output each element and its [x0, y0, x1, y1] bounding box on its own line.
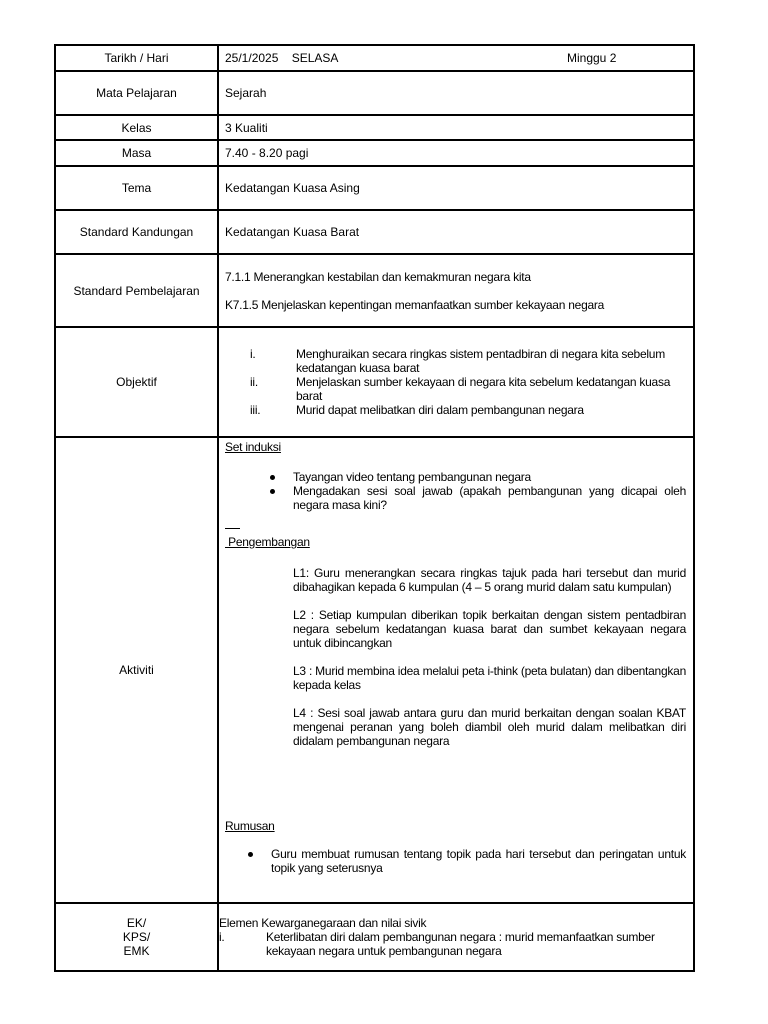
ek-label-cell	[55, 903, 218, 971]
activity-cell	[218, 437, 694, 903]
induction-list	[225, 470, 686, 512]
ek-cell	[218, 903, 694, 971]
row-date	[55, 45, 694, 71]
ek-number: i.	[219, 930, 225, 944]
development-heading: Pengembangan	[225, 535, 310, 549]
row-subject	[55, 71, 694, 115]
objective-number: iii.	[250, 403, 261, 417]
development-step: L4 : Sesi soal jawab antara guru dan murid berkaitan dengan soalan KBAT mengenai peranan yang boleh diambil oleh murid dalam melibatkan diri didalam pembangunan negara	[293, 706, 686, 748]
ek-label-line: EK/	[126, 916, 147, 930]
class-value: 3 Kualiti	[218, 115, 694, 140]
learning-standard-label: Standard Pembelajaran	[55, 254, 218, 327]
row-theme	[55, 166, 694, 210]
induction-block	[225, 440, 686, 512]
development-step: L3 : Murid membina idea melalui peta i-think (peta bulatan) dan dibentangkan kepada kelas	[293, 664, 686, 692]
bullet-icon	[248, 852, 253, 857]
objective-item	[225, 403, 686, 417]
objective-item	[225, 375, 686, 403]
week-value: Minggu 2	[567, 51, 617, 65]
induction-heading: Set induksi	[225, 440, 281, 454]
row-time	[55, 140, 694, 166]
learning-standard-item: K7.1.5 Menjelaskan kepentingan memanfaatkan sumber kekayaan negara	[225, 297, 605, 312]
summary-item: Guru membuat rumusan tentang topik pada hari tersebut dan peringatan untuk topik yang seterusnya	[225, 847, 686, 875]
ek-label-line: KPS/	[122, 930, 151, 944]
summary-heading: Rumusan	[225, 819, 275, 833]
objective-cell	[218, 327, 694, 437]
ek-heading: Elemen Kewarganegaraan dan nilai sivik	[219, 916, 427, 930]
lesson-plan-page	[54, 44, 695, 972]
date-value-cell	[218, 45, 694, 71]
development-step: L1: Guru menerangkan secara ringkas tajuk pada hari tersebut dan murid dibahagikan kepada 6 kumpulan (4 – 5 orang murid dalam satu kumpulan)	[293, 566, 686, 594]
row-class	[55, 115, 694, 140]
content-standard-label: Standard Kandungan	[55, 210, 218, 254]
row-activity	[55, 437, 694, 903]
objective-number: ii.	[250, 375, 258, 389]
ek-label-line: EMK	[123, 944, 150, 958]
ek-list	[219, 930, 686, 958]
objective-list	[225, 347, 686, 417]
induction-item: Tayangan video tentang pembangunan negara	[225, 470, 686, 484]
objective-text: Murid dapat melibatkan diri dalam pembangunan negara	[296, 403, 584, 417]
development-step: L2 : Setiap kumpulan diberikan topik berkaitan dengan sistem pentadbiran negara sebelum kedatangan kuasa barat dan sumbet kekayaan negara untuk dibincangkan	[293, 608, 686, 650]
induction-item: Mengadakan sesi soal jawab (apakah pembangunan yang dicapai oleh negara masa kini?	[225, 484, 686, 512]
row-objective	[55, 327, 694, 437]
summary-list	[225, 847, 686, 875]
subject-label: Mata Pelajaran	[55, 71, 218, 115]
development-block	[225, 535, 686, 748]
objective-text: Menjelaskan sumber kekayaan di negara kita sebelum kedatangan kuasa barat	[296, 375, 671, 403]
row-ek	[55, 903, 694, 971]
time-label: Masa	[55, 140, 218, 166]
objective-item	[225, 347, 686, 375]
activity-label: Aktiviti	[55, 437, 218, 903]
date-day-value: 25/1/2025 SELASA	[225, 51, 339, 65]
blank-underline	[225, 518, 686, 532]
date-label: Tarikh / Hari	[55, 45, 218, 71]
objective-text: Menghuraikan secara ringkas sistem pentadbiran di negara kita sebelum kedatangan kuasa barat	[296, 347, 665, 375]
theme-label: Tema	[55, 166, 218, 210]
row-content-standard	[55, 210, 694, 254]
lesson-plan-table	[54, 44, 695, 972]
bullet-icon	[270, 475, 275, 480]
class-label: Kelas	[55, 115, 218, 140]
objective-label: Objektif	[55, 327, 218, 437]
summary-block	[225, 819, 686, 875]
content-standard-value: Kedatangan Kuasa Barat	[218, 210, 694, 254]
bullet-icon	[270, 489, 275, 494]
learning-standard-cell	[218, 254, 694, 327]
learning-standard-item: 7.1.1 Menerangkan kestabilan dan kemakmuran negara kita	[225, 269, 531, 284]
ek-item	[219, 930, 686, 958]
objective-number: i.	[250, 347, 256, 361]
ek-text: Keterlibatan diri dalam pembangunan negara : murid memanfaatkan sumber kekayaan negara untuk pembangunan negara	[266, 930, 655, 958]
time-value: 7.40 - 8.20 pagi	[218, 140, 694, 166]
subject-value: Sejarah	[218, 71, 694, 115]
row-learning-standard	[55, 254, 694, 327]
theme-value: Kedatangan Kuasa Asing	[218, 166, 694, 210]
